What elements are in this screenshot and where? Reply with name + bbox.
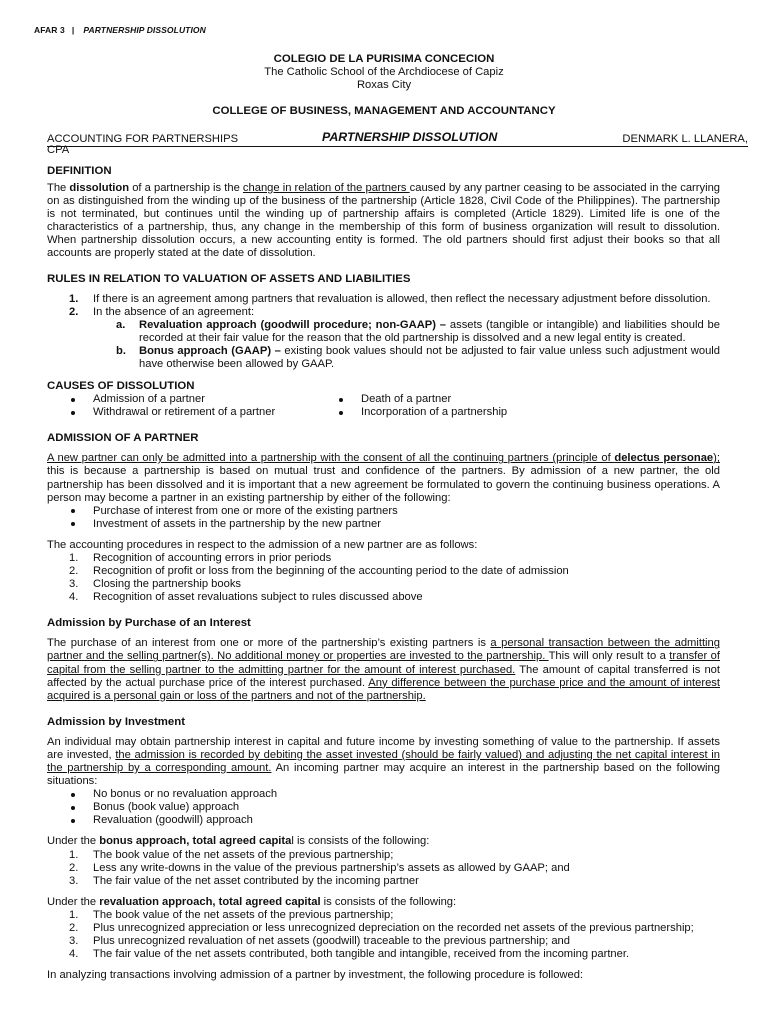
investment-heading: Admission by Investment <box>47 715 185 728</box>
college-name: COLLEGE OF BUSINESS, MANAGEMENT AND ACCOUNTANCY <box>212 105 556 117</box>
closing-paragraph: In analyzing transactions involving admission of a partner by investment, the following procedure is followed: <box>47 969 584 982</box>
list-item: 1. The book value of the net assets of the previous partnership; <box>69 848 394 861</box>
course-name: ACCOUNTING FOR PARTNERSHIPS <box>47 133 239 145</box>
author-credential: CPA <box>47 144 70 156</box>
title-bar <box>47 131 748 155</box>
list-item: 1. The book value of the net assets of the previous partnership; <box>69 908 394 921</box>
purchase-paragraph: The purchase of an interest from one or more of the partnership’s existing partners is a personal transaction between the admitting partner and the selling partner(s). No additional money or properties are invested to the partnership. This will only result to a transfer of capital from the selling partner to the admitting partner for the amount of interest purchased. The amount of capital transferred is not affected by the actual purchase price of the interest purchased. Any difference between the purchase price and the amount of interest acquired is a personal gain or loss of the partners and not of the partnership. <box>47 637 721 702</box>
causes-heading: CAUSES OF DISSOLUTION <box>47 380 195 393</box>
list-item: No bonus or no revaluation approach <box>47 788 720 801</box>
admission-ways-list <box>47 505 720 531</box>
investment-paragraph: An individual may obtain partnership interest in capital and future income by investing something of value to the partnership. If assets are invested, the admission is recorded by debiting the asset invested (should be fairly valued) and adjusting the net capital interest in the partnership by a corresponding amount. An incoming partner may acquire an interest in the partnership based on the following situations: <box>47 735 720 788</box>
list-item: 1. Recognition of accounting errors in prior periods <box>69 551 332 564</box>
list-item: 4. Recognition of asset revaluations subject to rules discussed above <box>69 591 423 604</box>
list-item: 2. Recognition of profit or loss from the beginning of the accounting period to the date of admission <box>69 565 569 578</box>
author-name: DENMARK L. LLANERA, <box>622 133 748 145</box>
rules-sublist <box>93 319 720 371</box>
rules-heading: RULES IN RELATION TO VALUATION OF ASSETS AND LIABILITIES <box>47 272 411 285</box>
list-item: 1. If there is an agreement among partners that revaluation is allowed, then reflect the necessary adjustment before dissolution. <box>69 292 711 305</box>
document-body <box>47 165 720 982</box>
procedures-intro: The accounting procedures in respect to the admission of a new partner are as follows: <box>47 538 478 551</box>
school-name: COLEGIO DE LA PURISIMA CONCECION <box>273 53 495 65</box>
investment-situations-list <box>47 788 720 827</box>
course-code: AFAR 3 <box>34 25 65 35</box>
causes-right-list <box>315 393 615 419</box>
list-item: a. Revaluation approach (goodwill procedure; non-GAAP) – assets (tangible or intangible) and liabilities should be recorded at their fair value for the reason that the old partnership is dissolved and a new legal entity is created. <box>116 318 720 344</box>
document-title: PARTNERSHIP DISSOLUTION <box>322 130 498 144</box>
bonus-list <box>47 849 720 888</box>
rules-list <box>47 293 720 319</box>
list-item: 2. In the absence of an agreement: <box>69 305 255 318</box>
list-item: 3. Plus unrecognized revaluation of net assets (goodwill) traceable to the previous partnership; and <box>69 935 570 948</box>
header-topic: PARTNERSHIP DISSOLUTION <box>83 25 206 35</box>
list-item: Death of a partner <box>315 393 615 406</box>
admission-heading: ADMISSION OF A PARTNER <box>47 432 199 445</box>
list-item: 3. The fair value of the net asset contributed by the incoming partner <box>69 874 419 887</box>
list-item: Bonus (book value) approach <box>47 801 720 814</box>
running-header <box>34 24 206 37</box>
list-item: Investment of assets in the partnership by the new partner <box>47 518 720 531</box>
causes-left-list <box>47 393 315 419</box>
causes-columns <box>47 393 720 419</box>
list-item: 2. Less any write-downs in the value of the previous partnership’s assets as allowed by GAAP; and <box>69 861 570 874</box>
title-rule <box>47 146 748 147</box>
revaluation-list <box>47 909 720 961</box>
list-item: b. Bonus approach (GAAP) – existing book values should not be adjusted to fair value unless such adjustment would have otherwise been allowed by GAAP. <box>116 344 720 371</box>
list-item: Purchase of interest from one or more of the existing partners <box>47 505 720 518</box>
procedures-list <box>47 552 720 604</box>
school-block <box>0 53 768 92</box>
school-city: Roxas City <box>356 79 412 92</box>
list-item: Admission of a partner <box>47 393 315 406</box>
list-item: Incorporation of a partnership <box>315 406 615 419</box>
definition-paragraph: The dissolution of a partnership is the change in relation of the partners caused by any partner ceasing to be associated in the carrying on as distinguished from the winding up of the business of the partnership (Article 1828, Civil Code of the Philippines). The partnership is not terminated, but continues until the winding up of partnership affairs is completed (Article 1829). Limited life is one of the characteristics of a partnership, thus, any change in the membership of this form of business organization will result to dissolution. When partnership dissolution occurs, a new accounting entity is formed. The old partners should first adjust their books so that all accounts are properly stated at the date of dissolution. <box>47 182 721 260</box>
list-item: 3. Closing the partnership books <box>69 578 242 591</box>
school-tagline: The Catholic School of the Archdiocese of Capiz <box>264 66 504 79</box>
admission-paragraph: A new partner can only be admitted into a partnership with the consent of all the continuing partners (principle of delectus personae); this is because a partnership is based on mutual trust and confidence of the partners. By admission of a new partner, the old partnership has been dissolved and it is important that a new agreement be formulated to govern the continuing business operations. A person may become a partner in an existing partnership by either of the following: <box>47 452 720 504</box>
list-item: Revaluation (goodwill) approach <box>47 814 720 827</box>
header-separator: | <box>71 25 75 35</box>
purchase-heading: Admission by Purchase of an Interest <box>47 617 251 630</box>
list-item: Withdrawal or retirement of a partner <box>47 406 315 419</box>
list-item: 2. Plus unrecognized appreciation or less unrecognized depreciation on the recorded net assets of the previous partnership; <box>69 922 694 935</box>
bonus-intro: Under the bonus approach, total agreed capital is consists of the following: <box>47 835 430 848</box>
list-item: 4. The fair value of the net assets contributed, both tangible and intangible, received from the incoming partner. <box>69 948 630 961</box>
revaluation-intro: Under the revaluation approach, total agreed capital is consists of the following: <box>47 895 457 908</box>
definition-heading: DEFINITION <box>47 165 112 177</box>
